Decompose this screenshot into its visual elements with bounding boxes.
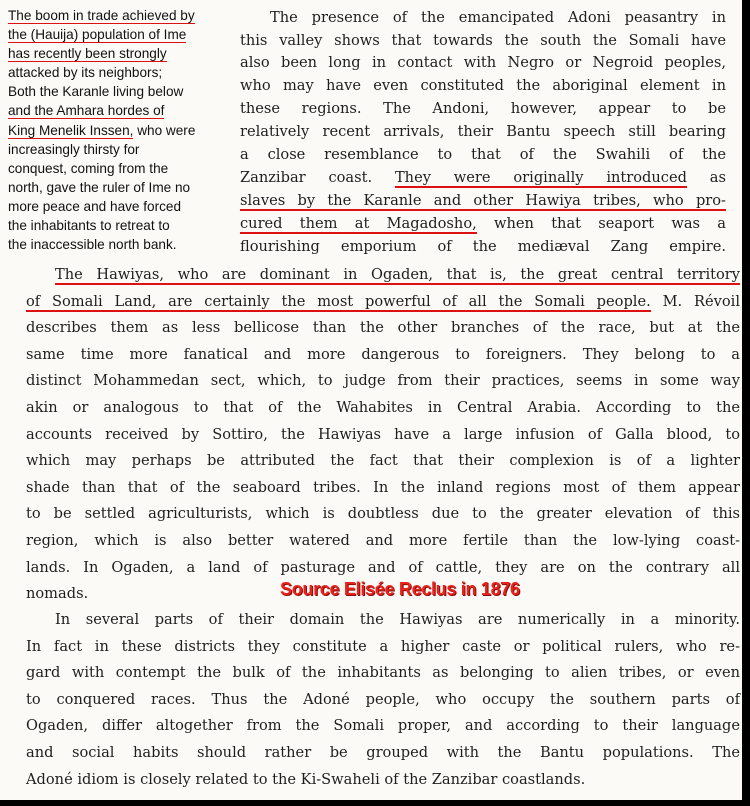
paragraph-2-last-word: nomads. <box>26 585 89 602</box>
line-text: who may have even constituted the aboriginal element in <box>240 77 726 94</box>
underlined-text: King Menelik Inssen, <box>8 122 134 138</box>
line-text: conquest, coming from the <box>8 160 169 176</box>
line-text: to be settled agriculturists, which is doubtless due to the greater elevation of this <box>26 505 740 523</box>
line-text: attacked by its neighbors; <box>8 65 163 81</box>
paragraph-2-line <box>26 291 740 314</box>
annotation-line <box>8 197 230 216</box>
paragraph-3-line <box>26 769 740 792</box>
line-text: flourishing emporium of the mediæval Zang empire. <box>240 238 726 255</box>
paragraph-2-line <box>26 397 740 420</box>
paragraph-3-line <box>26 636 740 659</box>
line-text: distinct Mohammedan sect, which, to judge from their practices, seems in some way <box>26 372 740 390</box>
line-text: In fact in these districts they constitute a higher caste or political rulers, who re- <box>26 637 740 655</box>
line-text: Adoné idiom is closely related to the Ki-Swaheli of the Zanzibar coastlands. <box>26 770 586 788</box>
paragraph-1-line <box>240 52 726 75</box>
paragraph-3-line <box>26 662 740 685</box>
line-text: these regions. The Andoni, however, appear to be <box>240 100 726 117</box>
line-text: lands. In Ogaden, a land of pasturage and of cattle, they are on the contrary all <box>26 558 740 576</box>
annotation-line <box>8 6 230 25</box>
paragraph-1-line <box>240 75 726 98</box>
line-text: region, which is also better watered and more fertile than the low-lying coast- <box>26 532 740 549</box>
paragraph-1-line <box>240 98 726 121</box>
line-text: and social habits should rather be grouped with the Bantu populations. The <box>26 744 740 761</box>
paragraph-3-line <box>26 689 740 712</box>
underlined-text: The Hawiyas, who are dominant in Ogaden, that is, the great central territory <box>55 266 740 283</box>
annotation-line <box>8 159 230 178</box>
paragraph-3-line <box>26 742 740 765</box>
source-caption: Source Elisée Reclus in 1876 <box>280 579 520 599</box>
underlined-text: the (Hauija) population of Ime <box>8 27 187 43</box>
line-text: this valley shows that towards the south the Somali have <box>240 32 726 49</box>
paragraph-1-line <box>240 167 726 190</box>
line-text: Ogaden, differ altogether from the Somali proper, and according to their language <box>26 717 740 735</box>
paragraph-1-line <box>270 7 726 30</box>
line-text: increasingly thirsty for <box>8 141 140 157</box>
underlined-text: cured them at Magadosho, <box>240 215 477 232</box>
line-text: In several parts of their domain the Hawiyas are numerically in a minority. <box>55 611 740 628</box>
paragraph-2-line <box>26 424 740 447</box>
annotation-line <box>8 25 230 44</box>
annotation-line <box>8 140 230 159</box>
paragraph-2-line <box>26 317 740 340</box>
line-text: M. Révoil <box>650 292 740 310</box>
line-text: the inhabitants to retreat to <box>8 218 170 234</box>
paragraph-1-line <box>240 213 726 236</box>
line-text: same time more fanatical and more dangerous to foreigners. They belong to a <box>26 345 740 363</box>
line-text: akin or analogous to that of the Wahabites in Central Arabia. According to the <box>26 399 740 416</box>
line-text: as <box>686 169 726 186</box>
paragraph-2-line <box>26 370 740 393</box>
paragraph-1-line <box>240 121 726 144</box>
line-text: shade than that of the seaboard tribes. In the inland regions most of them appear <box>26 478 740 496</box>
line-text: also been long in contact with Negro or Negroid peoples, <box>240 54 726 71</box>
annotation-line <box>8 63 230 82</box>
underlined-text: and the Amhara hordes of <box>8 103 165 119</box>
annotation-line <box>8 44 230 63</box>
underlined-text: The boom in trade achieved by <box>8 8 195 23</box>
line-text: which may perhaps be attributed the fact that their complexion is of a lighter <box>26 452 740 470</box>
line-text: north, gave the ruler of Ime no <box>8 179 191 195</box>
line-text: gard with contempt the bulk of the inhabitants as belonging to alien tribes, or even <box>26 664 740 682</box>
annotation-line <box>8 101 230 120</box>
underlined-text: of Somali Land, are certainly the most powerful of all the Somali people. <box>26 292 651 310</box>
annotation-line <box>8 82 230 101</box>
paragraph-2-line <box>26 450 740 473</box>
line-text: describes them as less bellicose than the other branches of the race, but at the <box>26 319 740 337</box>
paragraph-2-line <box>26 557 740 580</box>
line-text: Zanzibar coast. <box>240 169 395 186</box>
annotation-note <box>8 6 230 254</box>
line-text: accounts received by Sottiro, the Hawiyas have a large infusion of Galla blood, to <box>26 425 740 443</box>
paragraph-1-line <box>240 190 726 213</box>
line-text: The presence of the emancipated Adoni peasantry in <box>270 9 726 26</box>
line-text: to conquered races. Thus the Adoné people, who occupy the southern parts of <box>26 690 740 708</box>
underlined-text: has recently been strongly <box>8 46 167 62</box>
paragraph-2-line <box>55 264 740 287</box>
annotation-line <box>8 235 230 254</box>
paragraph-1-line <box>240 236 726 259</box>
line-text: the inaccessible north bank. <box>8 237 177 253</box>
line-text: when that seaport was a <box>476 215 726 232</box>
paragraph-2-line <box>26 503 740 526</box>
line-text: relatively recent arrivals, their Bantu speech still bearing <box>240 123 726 140</box>
paragraph-2-line <box>26 530 740 553</box>
line-text: more peace and have forced <box>8 198 182 214</box>
underlined-text: slaves by the Karanle and other Hawiya tribes, who pro- <box>240 192 726 209</box>
paragraph-1-line <box>240 30 726 53</box>
paragraph-2-line <box>26 344 740 367</box>
line-text: who were <box>133 122 196 138</box>
line-text: a close resemblance to that of the Swahili of the <box>240 146 726 163</box>
line-text: Both the Karanle living below <box>8 84 184 100</box>
paragraph-3-line <box>55 609 740 632</box>
annotation-line <box>8 178 230 197</box>
annotation-line <box>8 216 230 235</box>
paragraph-2-line <box>26 477 740 500</box>
paragraph-1-line <box>240 144 726 167</box>
paragraph-3-line <box>26 715 740 738</box>
underlined-text: They were originally introduced <box>394 169 687 186</box>
annotation-line <box>8 121 230 140</box>
